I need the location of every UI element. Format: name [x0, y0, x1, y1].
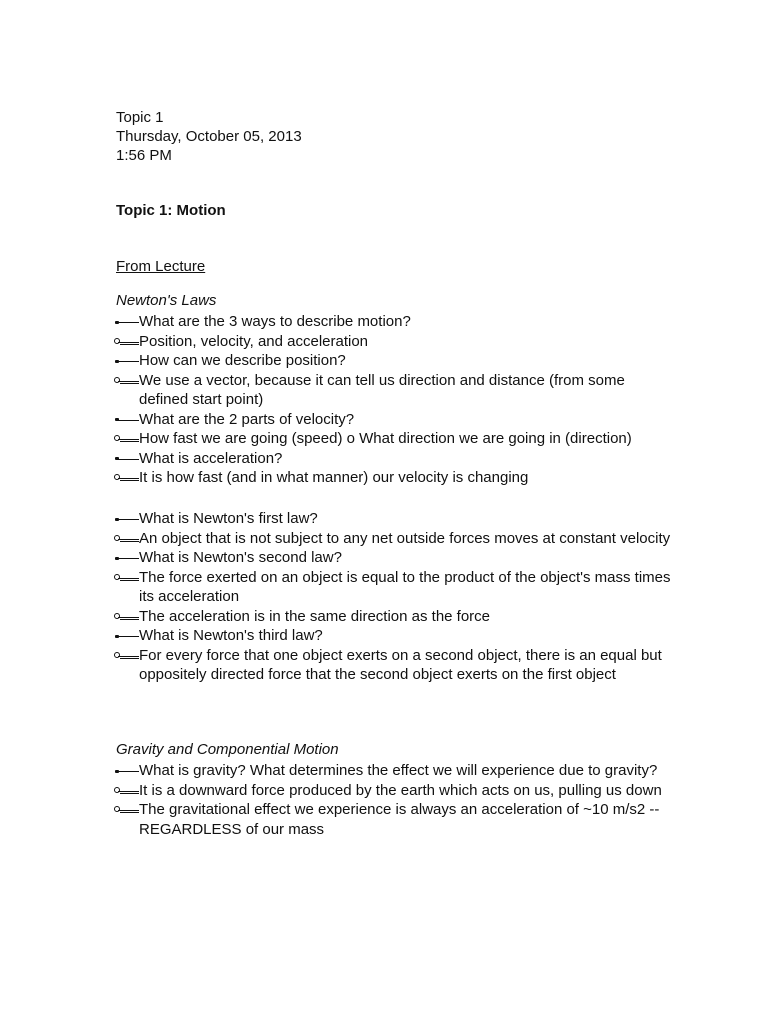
item-text: The force exerted on an object is equal to the product of the object's mass times its acceleration — [139, 568, 671, 605]
sub-bullet-marker-icon — [112, 800, 139, 820]
sub-item — [112, 529, 672, 549]
bullet-item — [112, 312, 672, 332]
from-lecture-heading: From Lecture — [116, 258, 206, 275]
sub-item — [112, 568, 672, 607]
item-text: It is how fast (and in what manner) our velocity is changing — [139, 469, 529, 486]
item-text: What is Newton's third law? — [139, 627, 323, 644]
sub-item — [112, 468, 672, 488]
section-title-newtons-laws: Newton's Laws — [116, 292, 217, 309]
item-text: What is Newton's first law? — [139, 510, 318, 527]
sub-bullet-marker-icon — [112, 332, 139, 352]
item-text: Position, velocity, and acceleration — [139, 332, 369, 350]
sub-item — [112, 429, 672, 449]
note-title: Topic 1 — [116, 109, 164, 126]
bullet-item — [112, 449, 672, 469]
sub-item — [112, 607, 672, 627]
item-text: What is Newton's second law? — [139, 549, 342, 566]
sub-item — [112, 332, 672, 352]
item-text: What is acceleration? — [139, 449, 283, 467]
main-heading: Topic 1: Motion — [116, 202, 226, 219]
sub-item — [112, 800, 672, 839]
bullet-item — [112, 410, 672, 430]
sub-item — [112, 371, 672, 410]
bullet-marker-icon — [112, 509, 139, 529]
sub-bullet-marker-icon — [112, 468, 139, 488]
item-text: How can we describe position? — [139, 352, 346, 369]
gravity-list — [112, 761, 672, 839]
bullet-marker-icon — [112, 548, 139, 568]
bullet-marker-icon — [112, 626, 139, 646]
newtons-laws-list-b — [112, 509, 672, 685]
sub-item — [112, 646, 672, 685]
bullet-marker-icon — [112, 761, 139, 781]
bullet-marker-icon — [112, 449, 139, 469]
sub-bullet-marker-icon — [112, 781, 139, 801]
note-metadata — [116, 108, 302, 165]
newtons-laws-list-a — [112, 312, 672, 488]
note-time: 1:56 PM — [116, 147, 172, 164]
sub-bullet-marker-icon — [112, 568, 139, 588]
item-text: We use a vector, because it can tell us direction and distance (from some defined start point) — [139, 371, 625, 408]
item-text: It is a downward force produced by the earth which acts on us, pulling us down — [139, 781, 662, 799]
sub-item — [112, 781, 672, 801]
sub-bullet-marker-icon — [112, 429, 139, 449]
item-text: An object that is not subject to any net outside forces moves at constant velocity — [139, 529, 671, 547]
section-title-gravity: Gravity and Componential Motion — [116, 741, 339, 758]
item-text: What are the 3 ways to describe motion? — [139, 313, 411, 330]
note-date: Thursday, October 05, 2013 — [116, 128, 302, 145]
item-text: How fast we are going (speed) o What direction we are going in (direction) — [139, 430, 632, 447]
bullet-marker-icon — [112, 351, 139, 371]
item-text: What is gravity? What determines the effect we will experience due to gravity? — [139, 762, 658, 779]
sub-bullet-marker-icon — [112, 529, 139, 549]
bullet-item — [112, 548, 672, 568]
bullet-item — [112, 626, 672, 646]
item-text: The gravitational effect we experience is always an acceleration of ~10 m/s2 -- REGARDLESS of our mass — [139, 801, 660, 838]
sub-bullet-marker-icon — [112, 646, 139, 666]
sub-bullet-marker-icon — [112, 371, 139, 391]
item-text: The acceleration is in the same direction as the force — [139, 607, 491, 625]
item-text: What are the 2 parts of velocity? — [139, 410, 355, 428]
bullet-item — [112, 351, 672, 371]
bullet-item — [112, 509, 672, 529]
bullet-item — [112, 761, 672, 781]
bullet-marker-icon — [112, 410, 139, 430]
sub-bullet-marker-icon — [112, 607, 139, 627]
item-text: For every force that one object exerts on a second object, there is an equal but oppositely directed force that the second object exerts on the first object — [139, 646, 662, 683]
bullet-marker-icon — [112, 312, 139, 332]
